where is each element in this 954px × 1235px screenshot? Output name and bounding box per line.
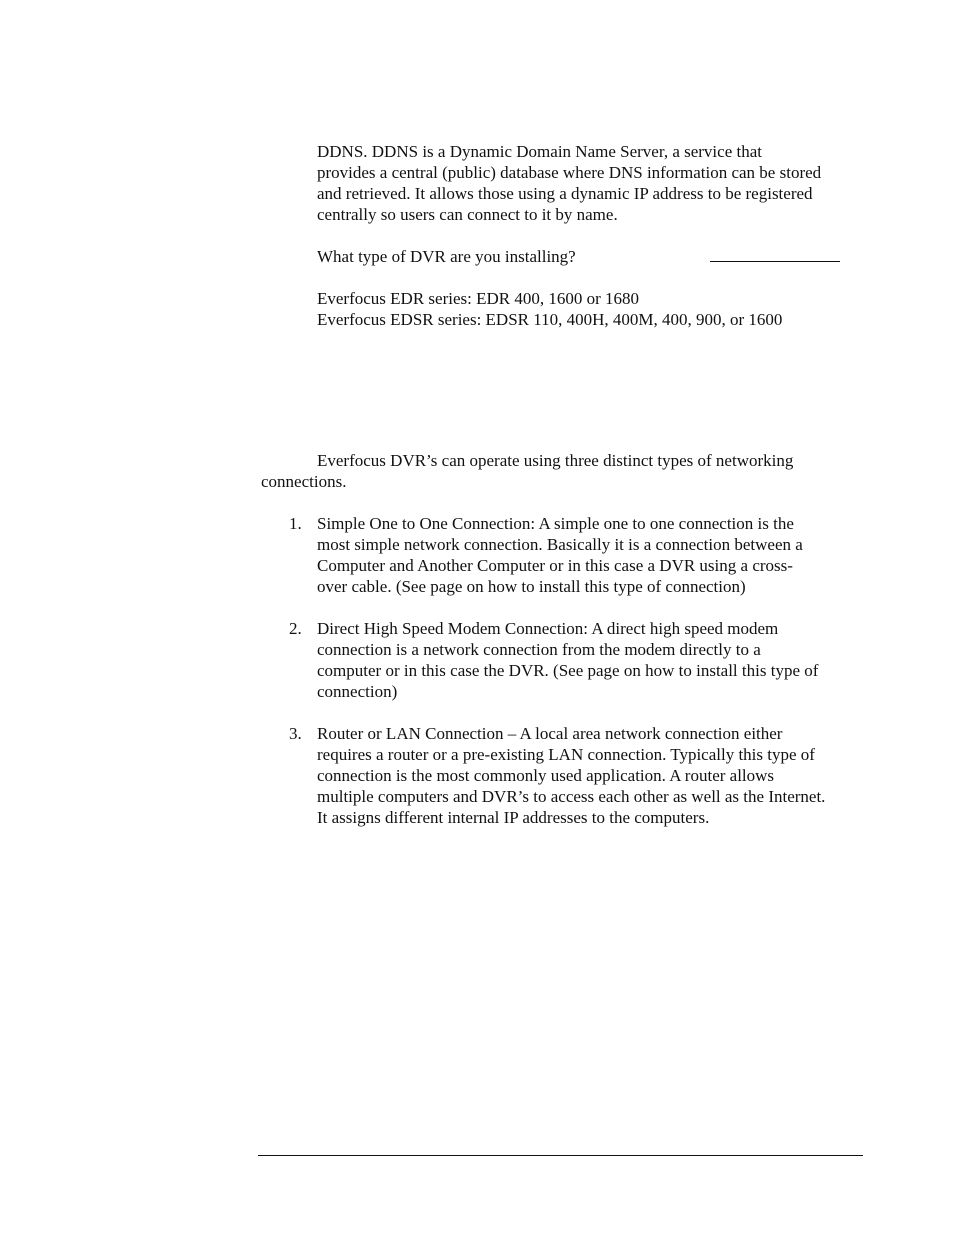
list-number: 1. (289, 514, 302, 533)
footer-divider (258, 1155, 863, 1156)
dvr-series-item: Everfocus EDR series: EDR 400, 1600 or 1680 (317, 289, 640, 308)
intro-line: provides a central (public) database where DNS information can be stored (317, 163, 822, 182)
list-item-line: computer or in this case the DVR. (See page on how to install this type of (317, 661, 819, 680)
list-number: 2. (289, 619, 302, 638)
answer-blank (710, 261, 840, 262)
list-item-line: over cable. (See page on how to install this type of connection) (317, 577, 746, 596)
list-item-line: most simple network connection. Basically it is a connection between a (317, 535, 803, 554)
list-item-line: connection is the most commonly used application. A router allows (317, 766, 775, 785)
list-number: 3. (289, 724, 302, 743)
intro-line: centrally so users can connect to it by name. (317, 205, 618, 224)
connections-intro-line: connections. (261, 472, 347, 491)
intro-line: and retrieved. It allows those using a dynamic IP address to be registered (317, 184, 813, 203)
list-item-line: Router or LAN Connection – A local area network connection either (317, 724, 783, 743)
list-item-line: requires a router or a pre-existing LAN connection. Typically this type of (317, 745, 815, 764)
dvr-type-question: What type of DVR are you installing? (317, 247, 576, 266)
list-item-line: Computer and Another Computer or in this case a DVR using a cross- (317, 556, 793, 575)
connections-intro-line: Everfocus DVR’s can operate using three distinct types of networking (317, 451, 794, 470)
list-item-line: connection) (317, 682, 398, 701)
list-item-line: Direct High Speed Modem Connection: A direct high speed modem (317, 619, 779, 638)
list-item-line: Simple One to One Connection: A simple one to one connection is the (317, 514, 794, 533)
list-item-line: It assigns different internal IP addresses to the computers. (317, 808, 710, 827)
dvr-series-item: Everfocus EDSR series: EDSR 110, 400H, 400M, 400, 900, or 1600 (317, 310, 783, 329)
list-item-line: multiple computers and DVR’s to access each other as well as the Internet. (317, 787, 826, 806)
list-item-line: connection is a network connection from the modem directly to a (317, 640, 761, 659)
intro-line: DDNS. DDNS is a Dynamic Domain Name Server, a service that (317, 142, 762, 161)
